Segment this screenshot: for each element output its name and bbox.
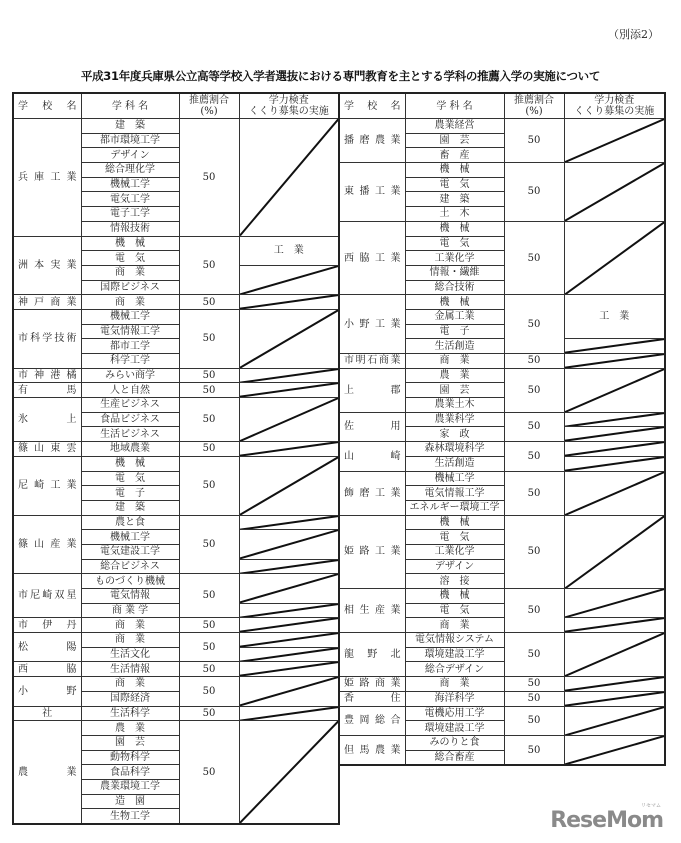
school-name: 市神港橘 [13,368,81,383]
table-row [339,515,665,530]
department-name: 商 業 [81,295,179,310]
check-cell [239,574,339,603]
department-name: 食品科学 [81,765,179,780]
recommend-ratio: 50 [179,368,239,383]
slash-mark [240,574,339,602]
check-cell [564,427,665,442]
table-row [13,706,339,721]
check-cell [564,456,665,471]
recommend-ratio: 50 [504,368,564,412]
table-row [13,368,339,383]
slash-mark [240,310,339,368]
table-row [13,383,339,398]
table-row [13,442,339,457]
department-name: 工業化学 [405,251,504,266]
department-name: 機械工学 [81,177,179,192]
department-name: 商 業 [405,354,504,369]
recommend-ratio: 50 [504,163,564,222]
department-name: 総合技術 [405,280,504,295]
header-school: 学 校 名 [13,93,81,119]
recommend-ratio: 50 [179,383,239,398]
department-name: 環境建設工学 [405,721,504,736]
school-name: 篠山東雲 [13,442,81,457]
recommend-ratio: 50 [504,412,564,441]
slash-mark [240,604,339,618]
department-name: 建 築 [81,500,179,515]
table-row [13,633,339,648]
header-ratio-l2: (%) [200,106,218,117]
slash-mark [240,442,339,456]
school-name: 有馬 [13,383,81,398]
department-name: 電 気 [405,603,504,618]
left-table [12,92,340,825]
department-name: 電気情報工学 [81,324,179,339]
table-row [13,721,339,736]
recommend-ratio: 50 [504,221,564,294]
department-name: 人と自然 [81,383,179,398]
school-name: 小野工業 [339,295,405,354]
department-name: 環境建設工学 [405,647,504,662]
department-name: 情報・繊維 [405,265,504,280]
department-name: 農業環境工学 [81,779,179,794]
department-name: 機 械 [405,163,504,178]
school-name: 上郡 [339,368,405,412]
check-cell [239,456,339,515]
check-cell [239,559,339,574]
header-check-l1: 学力検査 [268,95,309,106]
slash-mark [565,516,665,588]
department-name: 機 械 [81,456,179,471]
department-name: 造 園 [81,794,179,809]
check-cell [239,442,339,457]
slash-mark [240,295,339,309]
slash-mark [565,457,665,471]
check-cell [239,236,339,265]
table-row [339,735,665,750]
logo-text: ReseMom [550,808,663,833]
check-cell [564,295,665,339]
document-title: 平成31年度兵庫県公立高等学校入学者選抜における専門教育を主とする学科の推薦入学の実施について [80,69,601,83]
department-name: 総合畜産 [405,750,504,765]
department-name: 商 業 [81,677,179,692]
department-name: 商 業 [81,633,179,648]
recommend-ratio: 50 [179,721,239,824]
school-name: 東播工業 [339,163,405,222]
header-check [239,93,339,119]
department-name: 家 政 [405,427,504,442]
check-cell [564,339,665,354]
recommend-ratio: 50 [504,295,564,354]
header-ratio [179,93,239,119]
header-check-l1: 学力検査 [594,95,635,106]
department-name: 園 芸 [405,133,504,148]
school-name: 姫路工業 [339,515,405,588]
table-row [339,706,665,721]
check-cell [239,309,339,368]
slash-mark [565,163,665,221]
department-name: 機 械 [405,589,504,604]
slash-mark [240,618,339,632]
recommend-ratio: 50 [179,515,239,574]
check-cell [564,618,665,633]
header-check-l2: くくり募集の実施 [248,106,329,117]
school-name: 相生産業 [339,589,405,633]
department-name: 商 業 [81,265,179,280]
department-name: 電 子 [81,486,179,501]
slash-mark [565,427,665,441]
annex-label: （別添2） [608,28,659,41]
department-name: 電気情報 [81,589,179,604]
school-name: 農業 [13,721,81,824]
check-cell [564,691,665,706]
department-name: 溶 接 [405,574,504,589]
slash-mark [565,119,665,162]
recommend-ratio: 50 [179,236,239,295]
school-name: 佐用 [339,412,405,441]
department-name: みらい商学 [81,368,179,383]
slash-mark [565,589,665,617]
check-cell [564,589,665,618]
department-name: 生活創造 [405,456,504,471]
school-name: 西脇 [13,662,81,677]
recommend-ratio: 50 [504,691,564,706]
recommend-ratio: 50 [179,706,239,721]
recommend-ratio: 50 [179,574,239,618]
check-label: 工 業 [599,311,630,323]
department-name: 商 業 学 [81,603,179,618]
slash-mark [240,707,339,721]
department-name: 生活ビジネス [81,427,179,442]
department-name: 電 気 [405,530,504,545]
department-name: 海洋科学 [405,691,504,706]
table-row [13,456,339,471]
department-name: 工業化学 [405,544,504,559]
header-check [564,93,665,119]
check-cell [239,515,339,530]
table-row [339,691,665,706]
slash-mark [565,633,665,676]
table-row [13,309,339,324]
check-cell [239,398,339,442]
check-cell [239,265,339,294]
department-name: 機械工学 [81,530,179,545]
table-row [339,412,665,427]
slash-mark [240,633,339,647]
school-name: 西脇工業 [339,221,405,294]
slash-mark [240,119,339,236]
table-row [13,236,339,251]
department-name: 土 木 [405,207,504,222]
school-name: 松陽 [13,633,81,662]
logo-ruby: リセマム [641,803,661,809]
check-cell [239,618,339,633]
table-row [339,633,665,648]
slash-mark [565,413,665,427]
department-name: 農業科学 [405,412,504,427]
department-name: 商 業 [81,618,179,633]
check-cell [564,119,665,163]
school-name: 神戸商業 [13,295,81,310]
department-name: 農と食 [81,515,179,530]
school-name: 市明石商業 [339,354,405,369]
slash-mark [565,472,665,515]
department-name: 畜 産 [405,148,504,163]
check-cell [564,706,665,735]
department-name: 機械工学 [81,309,179,324]
table-row [13,295,339,310]
department-name: 農 業 [81,721,179,736]
check-cell [564,515,665,588]
table-row [339,163,665,178]
department-name: 建 築 [405,192,504,207]
check-label: 工 業 [273,245,304,257]
recommend-ratio: 50 [179,633,239,662]
school-name: 小野 [13,677,81,706]
school-name: 市尼崎双星 [13,574,81,618]
check-cell [239,530,339,559]
slash-mark [565,369,665,412]
check-cell [564,163,665,222]
department-name: 都市環境工学 [81,133,179,148]
department-name: 森林環境科学 [405,442,504,457]
header-dept: 学 科 名 [81,93,179,119]
department-name: 電気建設工学 [81,544,179,559]
recommend-ratio: 50 [179,442,239,457]
header-ratio-l1: 推薦割合 [189,95,229,106]
resemom-logo [550,803,663,833]
table-row [13,662,339,677]
department-name: 電機応用工学 [405,706,504,721]
recommend-ratio: 50 [504,515,564,588]
recommend-ratio: 50 [504,354,564,369]
department-name: 生活創造 [405,339,504,354]
slash-mark [240,677,339,705]
department-name: 機 械 [405,221,504,236]
department-name: 園 芸 [81,735,179,750]
department-name: 総合デザイン [405,662,504,677]
recommend-ratio: 50 [504,471,564,515]
department-name: デザイン [405,559,504,574]
department-name: 機 械 [81,236,179,251]
recommend-ratio: 50 [179,456,239,515]
slash-mark [565,222,665,294]
department-name: 電子工学 [81,207,179,222]
slash-mark [240,398,339,441]
school-name: 市伊丹 [13,618,81,633]
school-name: 篠山産業 [13,515,81,574]
department-name: 生産ビジネス [81,398,179,413]
table-row [339,221,665,236]
department-name: 園 芸 [405,383,504,398]
check-cell [564,677,665,692]
table-row [339,119,665,134]
department-name: 総合ビジネス [81,559,179,574]
department-name: 地域農業 [81,442,179,457]
recommend-ratio: 50 [179,309,239,368]
slash-mark [240,383,339,397]
table-row [339,677,665,692]
department-name: 電 気 [405,177,504,192]
recommend-ratio: 50 [504,589,564,633]
slash-mark [565,736,665,764]
header-school: 学 校 名 [339,93,405,119]
department-name: デザイン [81,148,179,163]
department-name: 農業経営 [405,119,504,134]
slash-mark [240,721,339,823]
slash-mark [240,369,339,383]
recommend-ratio: 50 [179,618,239,633]
recommend-ratio: 50 [179,662,239,677]
recommend-ratio: 50 [504,677,564,692]
department-name: 電気情報工学 [405,486,504,501]
department-name: 都市工学 [81,339,179,354]
school-name: 洲本実業 [13,236,81,295]
check-cell [239,706,339,721]
table-row [13,119,339,134]
department-name: 科学工学 [81,354,179,369]
slash-mark [565,707,665,735]
check-cell [239,721,339,824]
school-name: 播磨農業 [339,119,405,163]
table-row [339,442,665,457]
slash-mark [565,618,665,632]
check-cell [564,735,665,765]
right-table [338,92,666,766]
slash-mark [565,677,665,691]
slash-mark [565,442,665,456]
department-name: 国際ビジネス [81,280,179,295]
department-name: 機 械 [405,295,504,310]
department-name: 商 業 [405,677,504,692]
department-name: みのりと食 [405,735,504,750]
department-name: 総合理化学 [81,163,179,178]
department-name: 国際経済 [81,691,179,706]
table-row [339,471,665,486]
school-name: 豊岡総合 [339,706,405,735]
department-name: 情報技術 [81,221,179,236]
check-cell [239,368,339,383]
school-name: 姫路商業 [339,677,405,692]
department-name: 機械工学 [405,471,504,486]
school-name: 飾磨工業 [339,471,405,515]
recommend-ratio: 50 [179,398,239,442]
check-cell [564,442,665,457]
department-name: 機 械 [405,515,504,530]
school-name: 龍野北 [339,633,405,677]
department-name: 電気情報システム [405,633,504,648]
check-cell [239,677,339,706]
recommend-ratio: 50 [179,295,239,310]
slash-mark [240,560,339,574]
check-cell [564,221,665,294]
department-name: 食品ビジネス [81,412,179,427]
school-name: 氷上 [13,398,81,442]
department-name: 建 築 [81,119,179,134]
check-cell [564,471,665,515]
table-row [13,677,339,692]
school-name: 市科学技術 [13,309,81,368]
recommend-ratio: 50 [504,633,564,677]
check-cell [239,662,339,677]
slash-mark [565,692,665,706]
slash-mark [240,516,339,530]
check-cell [239,603,339,618]
recommend-ratio: 50 [179,677,239,706]
recommend-ratio: 50 [504,119,564,163]
department-name: 電 気 [81,471,179,486]
header-dept: 学 科 名 [405,93,504,119]
slash-mark [240,530,339,558]
department-name: 電 子 [405,324,504,339]
department-name: 生活科学 [81,706,179,721]
department-name: 農業土木 [405,398,504,413]
check-cell [239,383,339,398]
department-name: 金属工業 [405,309,504,324]
department-name: 商 業 [405,618,504,633]
department-name: 農 業 [405,368,504,383]
table-row [13,398,339,413]
check-cell [239,647,339,662]
slash-mark [240,266,339,294]
school-name: 山崎 [339,442,405,471]
table-row [339,295,665,310]
slash-mark [240,457,339,515]
header-ratio-l1: 推薦割合 [514,95,554,106]
check-cell [564,354,665,369]
check-cell [239,633,339,648]
department-name: エネルギー環境工学 [405,500,504,515]
table-row [13,574,339,589]
recommend-ratio: 50 [179,119,239,237]
department-name: 電 気 [81,251,179,266]
table-row [13,618,339,633]
check-cell [239,119,339,237]
check-cell [239,295,339,310]
check-cell [564,633,665,677]
department-name: 電 気 [405,236,504,251]
table-row [339,368,665,383]
slash-mark [565,339,665,353]
school-name: 兵庫工業 [13,119,81,237]
department-name: 動物科学 [81,750,179,765]
header-check-l2: くくり募集の実施 [574,106,655,117]
slash-mark [240,662,339,676]
table-row [339,354,665,369]
recommend-ratio: 50 [504,442,564,471]
table-row [339,589,665,604]
recommend-ratio: 50 [504,706,564,735]
slash-mark [240,648,339,662]
department-name: 生活文化 [81,647,179,662]
school-name: 尼崎工業 [13,456,81,515]
table-row [13,515,339,530]
department-name: 生物工学 [81,809,179,824]
slash-mark [565,354,665,368]
check-cell [564,412,665,427]
check-cell [564,368,665,412]
school-name: 社 [13,706,81,721]
department-name: ものづくり機械 [81,574,179,589]
recommend-ratio: 50 [504,735,564,765]
department-name: 生活情報 [81,662,179,677]
school-name: 但馬農業 [339,735,405,765]
header-ratio-l2: (%) [525,106,543,117]
header-ratio [504,93,564,119]
school-name: 香住 [339,691,405,706]
department-name: 電気工学 [81,192,179,207]
